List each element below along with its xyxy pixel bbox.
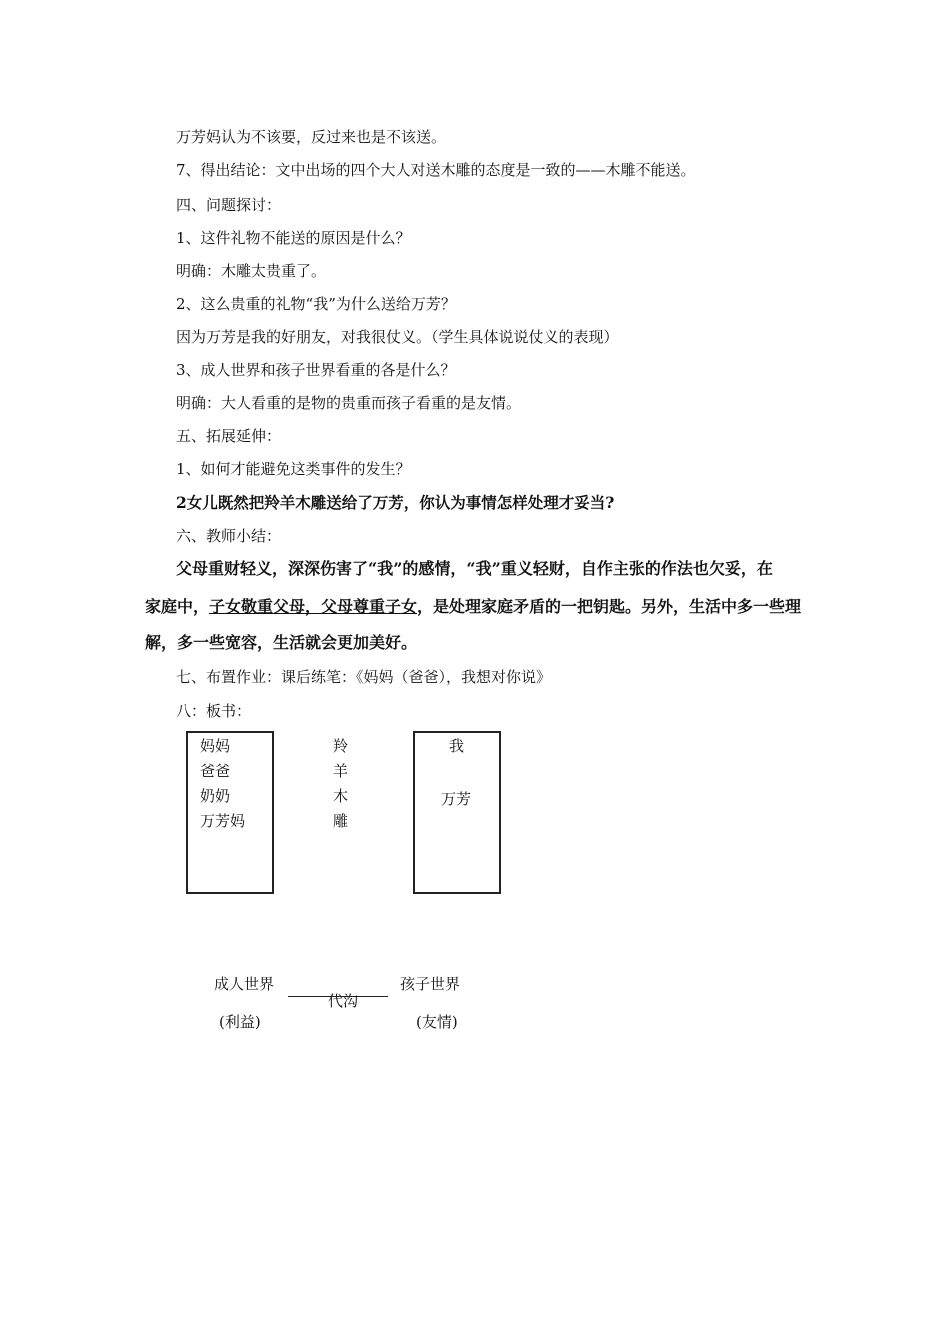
section-heading-8: 八：板书： [176,702,252,720]
adult-father: 爸爸 [200,762,231,780]
generation-gap-label: 代沟 [328,992,359,1010]
carving-char-1: 羚 [333,737,349,755]
extension-question-1: 1、如何才能避免这类事件的发生？ [176,460,411,478]
answer-3: 明确：大人看重的是物的贵重而孩子看重的是友情。 [176,394,522,412]
carving-char-2: 羊 [333,762,349,780]
text-line-2: 7、得出结论：文中出场的四个大人对送木雕的态度是一致的——木雕不能送。 [176,161,696,179]
adult-wanfang-mother: 万芳妈 [200,812,246,830]
extension-question-2: 2女儿既然把羚羊木雕送给了万芳，你认为事情怎样处理才妥当? [176,493,615,512]
kid-world-label: 孩子世界 [400,975,461,993]
question-1: 1、这件礼物不能送的原因是什么？ [176,229,411,247]
question-2: 2、这么贵重的礼物“我”为什么送给万芳？ [176,295,456,313]
answer-2: 因为万芳是我的好朋友，对我很仗义。（学生具体说说仗义的表现） [176,328,619,346]
kid-me: 我 [449,737,465,755]
adult-mother: 妈妈 [200,737,231,755]
answer-1: 明确：木雕太贵重了。 [176,262,327,280]
text-line-1: 万芳妈认为不该要，反过来也是不该送。 [176,128,447,146]
summary-underlined-phrase: 子女敬重父母，父母尊重子女 [209,597,418,616]
adult-world-label: 成人世界 [214,975,275,993]
question-3: 3、成人世界和孩子世界看重的各是什么？ [176,361,456,379]
adult-value-label: (利益) [219,1013,261,1031]
summary-row-1: 父母重财轻义，深深伤害了“我”的感情，“我”重义轻财，自作主张的作法也欠妥，在 [176,559,773,578]
summary-row-3: 解，多一些宽容，生活就会更加美好。 [145,633,418,652]
section-heading-6: 六、教师小结： [176,527,282,545]
section-heading-4: 四、问题探讨： [176,196,282,214]
section-heading-7: 七、布置作业：课后练笔：《妈妈（爸爸），我想对你说》 [176,668,552,686]
kid-wanfang: 万芳 [441,790,472,808]
kid-value-label: (友情) [416,1013,458,1031]
adult-grandma: 奶奶 [200,787,231,805]
summary-row-2-post: ，是处理家庭矛盾的一把钥匙。另外，生活中多一些理 [417,597,802,616]
carving-char-4: 雕 [333,812,349,830]
summary-row-2 [145,596,801,618]
summary-row-2-pre: 家庭中， [145,597,210,616]
carving-char-3: 木 [333,787,349,805]
section-heading-5: 五、拓展延伸： [176,427,282,445]
